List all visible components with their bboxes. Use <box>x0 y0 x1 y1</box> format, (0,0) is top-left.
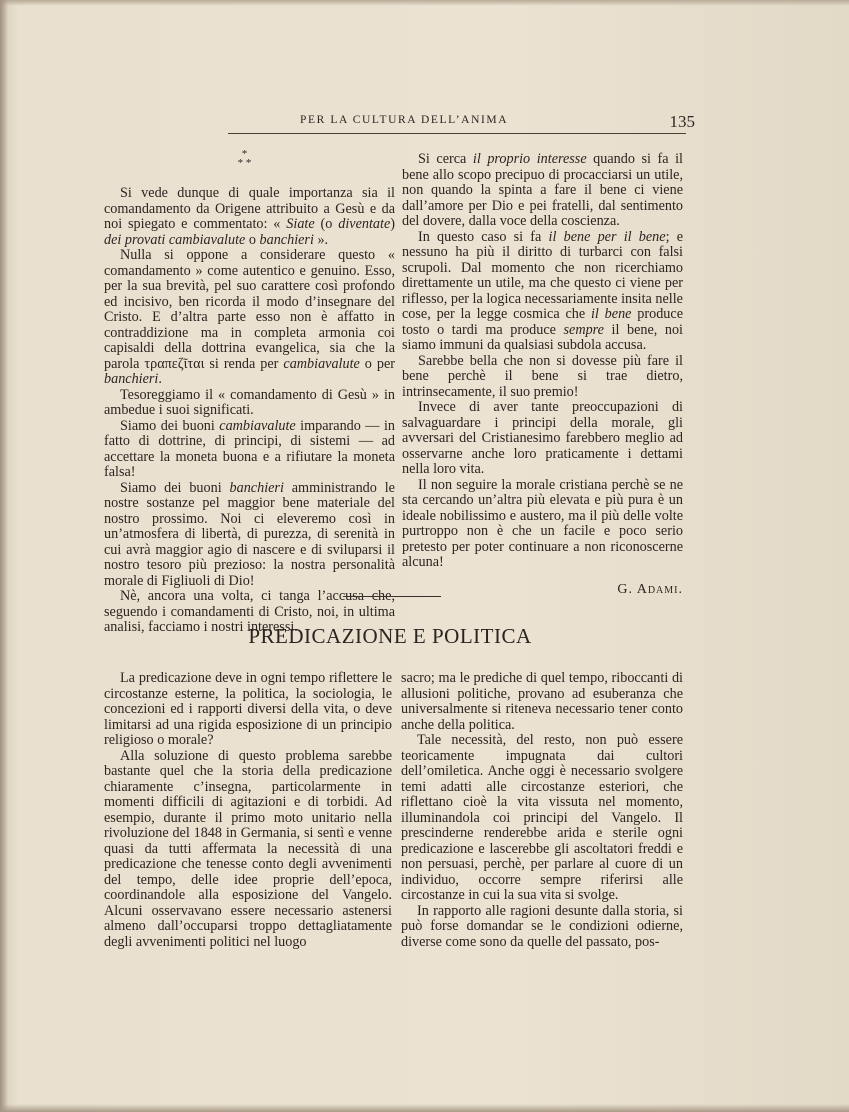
paragraph <box>104 671 392 749</box>
text-run: Alla soluzione di questo problema sarebbe bastante quel che la storia della predicazione chiaramente c’insegna, particolarmente in momenti difficili di agitazioni e di torbidi. Ad esempio, durante il primo moto unitario nella rivoluzione del 1848 in Germania, si sentì e venne quasi da tutti affermata la necessità di una predicazione che tenesse conto degli avvenimenti del tempo, delle idee proprie dell’epoca, coordinandole alla esposizione del Vangelo. Alcuni osservavano essere necessario astenersi almeno dall’occuparsi troppo dettagliatamente degli avvenimenti politici nel luogo <box>104 747 392 950</box>
article1-right-column <box>402 152 683 597</box>
article2-left-paragraphs <box>104 671 392 950</box>
article1-right-paragraphs <box>402 152 683 571</box>
text-run: imparando — in fatto di dottrine, di principi, di sistemi — ad accettare la moneta buona e a rifiutare la moneta falsa! <box>104 417 395 480</box>
paragraph <box>401 904 683 951</box>
page-edge-bottom <box>0 1104 849 1112</box>
text-run: produce tosto o tardi ma produce <box>402 306 683 338</box>
text-run: o <box>245 231 260 248</box>
italic-text: cambiavalute <box>219 417 296 434</box>
italic-text: banchieri <box>229 479 284 496</box>
article-title: PREDICAZIONE E POLITICA <box>248 624 532 648</box>
text-run: ; e nessuno ha più il diritto di turbarci con falsi scrupoli. Dal momento che non ricerchiamo direttamente un utile, ma che questo ci viene per riflesso, per la logica necessariamente insita nelle cose, per la legge cosmica che <box>402 228 683 322</box>
article2-left-column <box>104 671 392 950</box>
italic-text: Siate <box>286 216 315 232</box>
paragraph <box>402 152 683 230</box>
italic-text: il proprio interesse <box>472 151 587 167</box>
text-run: Tesoreggiamo il « comandamento di Gesù » in ambedue i suoi significati. <box>104 386 395 418</box>
paragraph <box>401 671 683 733</box>
text-run: (o <box>314 216 339 232</box>
text-run: Il non seguire la morale cristiana perchè se ne sta cercando un’altra più elevata e più pura è un ideale nobilissimo e austero, ma il più delle volte purtroppo non è che un facile e poco serio pretesto per poter continuare a non riconoscerne alcuna! <box>402 476 683 570</box>
text-run: quando si fa il bene allo scopo precipuo di procacciarsi un utile, non quando la spinta a fare il bene ci viene dall’amore per Dio e pei fratelli, dal sentimento del dovere, dalla voce della coscienza. <box>402 151 684 229</box>
text-run: In questo caso si fa <box>418 228 549 245</box>
italic-text: banchieri <box>259 231 314 248</box>
paragraph <box>402 400 683 478</box>
asterism-bottom: * * <box>237 157 252 169</box>
paragraph <box>104 749 392 951</box>
paragraph <box>104 248 395 388</box>
header-rule <box>228 133 686 134</box>
text-run: sacro; ma le prediche di quel tempo, riboccanti di allusioni politiche, provano ad esuberanza che universalmente si riteneva necessario tener conto anche della politica. <box>401 670 683 733</box>
text-run: Nè, ancora una volta, ci tanga l’accusa che, seguendo i comandamenti di Cristo, noi, in ultima analisi, facciamo i nostri interessi. <box>104 588 395 635</box>
text-run: . <box>158 371 162 387</box>
paragraph <box>402 230 683 354</box>
italic-text: il bene per il bene <box>548 228 666 245</box>
italic-text: il bene <box>590 306 632 322</box>
text-run: o per <box>359 355 395 372</box>
page-number: 135 <box>669 112 695 131</box>
asterism-top: * <box>241 148 248 160</box>
italic-text: dei provati cambiavalute <box>104 231 246 248</box>
asterism-separator <box>104 150 395 168</box>
text-run: Si vede dunque di quale importanza sia il comandamento da Origene attribuito a Gesù e da noi spiegato e commentato: « <box>104 185 395 232</box>
article1-left-column <box>104 150 395 636</box>
paragraph <box>104 186 395 248</box>
text-run: Tale necessità, del resto, non può essere teoricamente impugnata dai cultori dell’omiletica. Anche oggi è necessario svolgere temi adatti alle circostanze esteriori, che riflettano cioè la vita vissuta nel momento, illuminandola coi principi del Vangelo. Il prescinderne renderebbe arida e sterile ogni predicazione e lascerebbe gli ascoltatori freddi e non persuasi, perchè, per parlare al cuore di un individuo, occorre sempre riferirsi alle circostanze in cui la sua vita si svolge. <box>401 732 683 903</box>
text-run: si renda per <box>204 355 284 372</box>
paragraph <box>401 733 683 904</box>
text-run: Nulla si oppone a considerare questo « comandamento » come autentico e genuino. Esso, per la sua brevità, pel suo carattere così profondo ed incisivo, ben ricorda il modo d’insegnare del Cristo. E d’altra parte esso non è affatto in contraddizione ma in completa armonia coi capisaldi della dottrina evangelica, sia che la parola <box>104 247 395 372</box>
text-run: Sarebbe bella che non si dovesse più fare il bene perchè il bene si trae dietro, intrinsecamente, il suo premio! <box>402 352 683 400</box>
article1-left-paragraphs <box>104 186 395 636</box>
greek-text: τραπεζῖται <box>144 355 205 372</box>
paragraph <box>402 354 683 401</box>
paragraph <box>104 388 395 419</box>
italic-text: sempre <box>563 321 604 338</box>
section-divider <box>343 596 441 597</box>
text-run: Siamo dei buoni <box>120 479 230 496</box>
italic-text: diventate <box>338 216 391 232</box>
text-run: ». <box>313 231 329 248</box>
article2-right-paragraphs <box>401 671 683 950</box>
paragraph <box>104 481 395 590</box>
italic-text: banchieri <box>104 371 159 387</box>
italic-text: cambiavalute <box>283 355 360 372</box>
text-run: Siamo dei buoni <box>120 417 220 434</box>
paragraph <box>402 478 683 571</box>
text-run: il bene, noi siamo immuni da qualsiasi subdola accusa. <box>402 321 683 353</box>
author-signature: G. Adami. <box>617 581 683 597</box>
running-head: PER LA CULTURA DELL’ANIMA <box>300 114 509 126</box>
page-edge-top <box>0 0 849 6</box>
paragraph <box>104 419 395 481</box>
page-edge-left <box>0 0 8 1112</box>
text-run: In rapporto alle ragioni desunte dalla storia, si può forse domandar se le condizioni odierne, diverse come sono da quelle del passato, pos- <box>401 902 683 950</box>
text-run: ) <box>390 216 395 232</box>
article2-right-column <box>401 671 683 950</box>
text-run: amministrando le nostre sostanze pel maggior bene materiale del nostro prossimo. Noi ci eleveremo così in un’atmosfera di libertà, di purezza, di serenità in cui avrà maggior agio di nascere e di sviluparsi il nostro tesoro più prezioso: la nostra personalità morale di Figliuoli di Dio! <box>104 479 395 589</box>
text-run: La predicazione deve in ogni tempo riflettere le circostanze esterne, la politica, la sociologia, le concezioni ed i rapporti diversi della vita, o deve limitarsi ad una rigida esposizione di un principio religioso o morale? <box>104 670 392 748</box>
text-run: Si cerca <box>418 151 473 167</box>
text-run: Invece di aver tante preoccupazioni di salvaguardare i principi della morale, gli avversari del Cristianesimo farebbero meglio ad osservarne anche loro praticamente i dettami nella loro vita. <box>402 399 683 477</box>
